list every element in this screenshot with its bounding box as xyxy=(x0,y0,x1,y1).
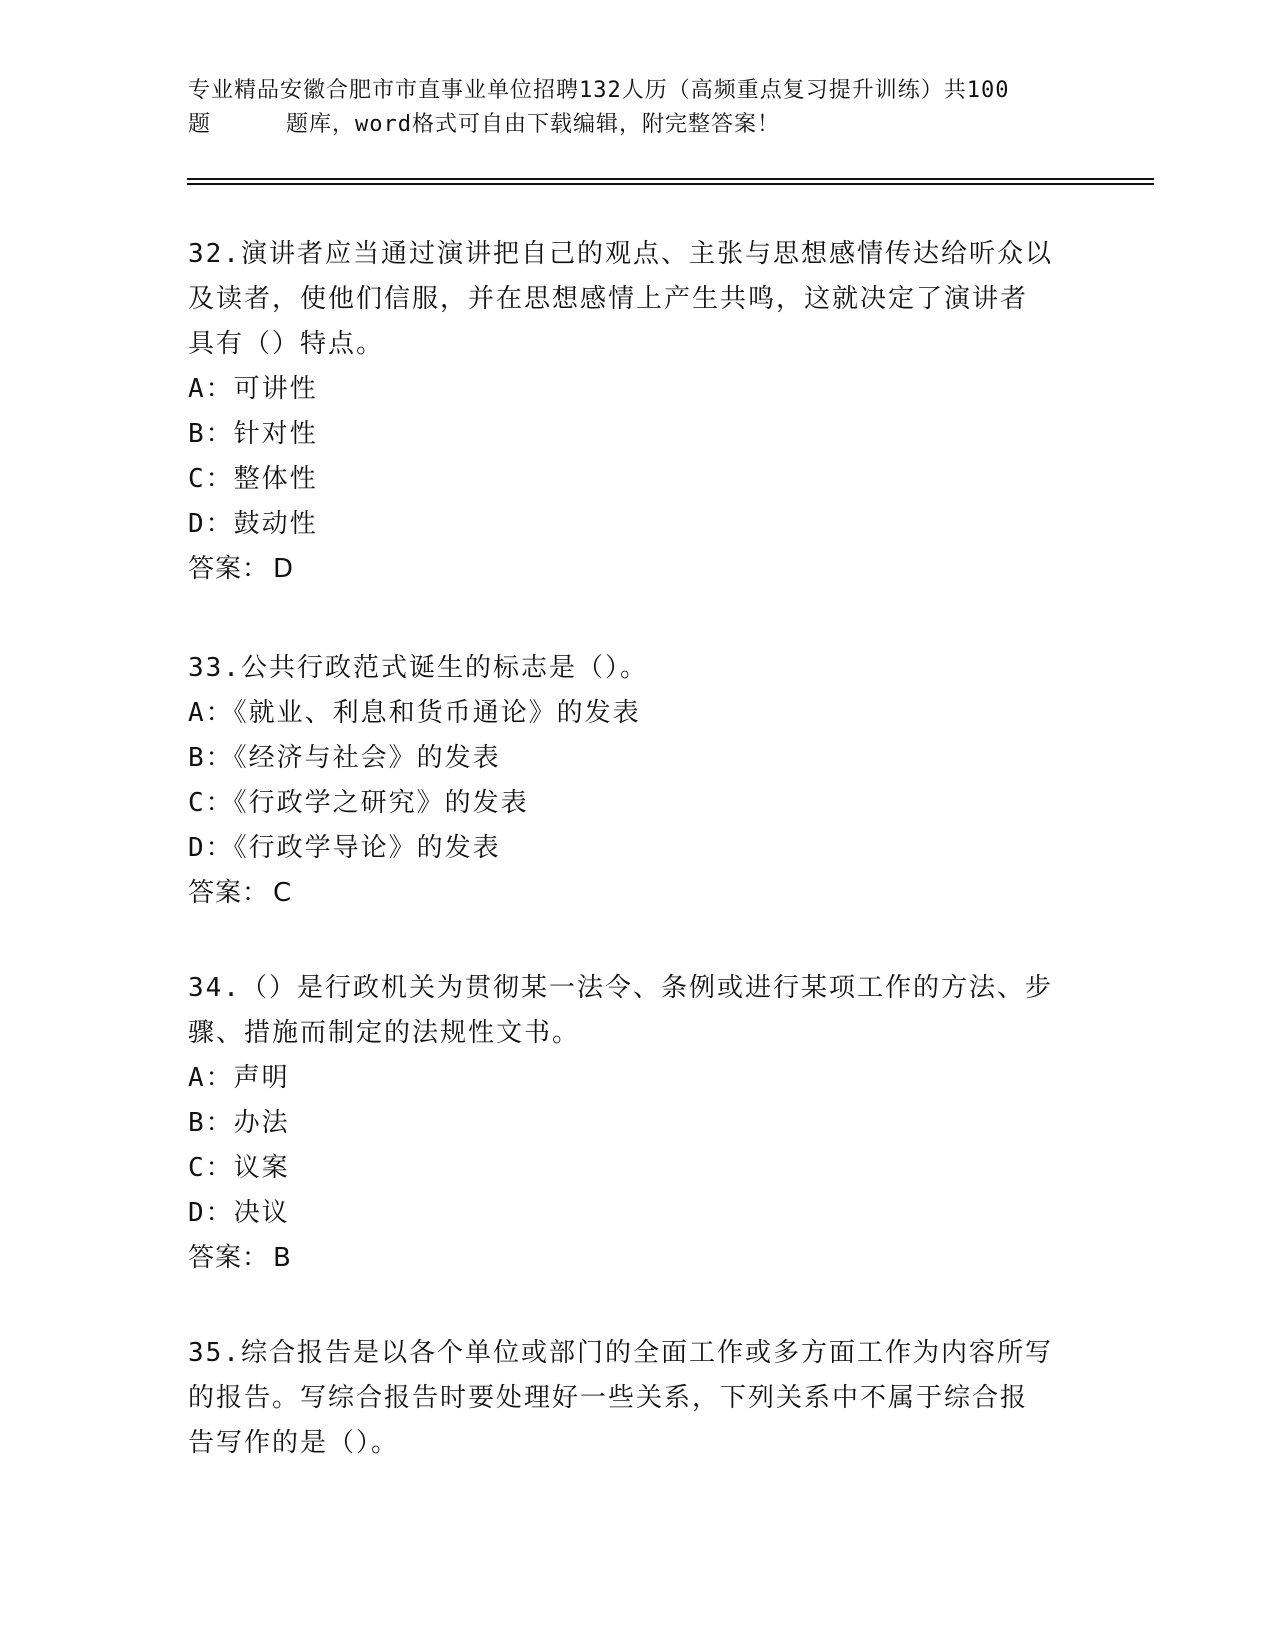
header-title-tail: 题 xyxy=(188,112,212,137)
option-c: C：整体性 xyxy=(188,464,318,494)
answer-line xyxy=(188,547,1088,592)
question-stem xyxy=(188,232,1088,367)
option-b: B：针对性 xyxy=(188,419,318,449)
header-divider-top xyxy=(187,178,1154,180)
stem-line: 34.（）是行政机关为贯彻某一法令、条例或进行某项工作的方法、步 xyxy=(188,973,1053,1003)
answer-value: D xyxy=(273,554,295,584)
option-a: A：可讲性 xyxy=(188,374,318,404)
stem-line: 的报告。写综合报告时要处理好一些关系，下列关系中不属于综合报 xyxy=(188,1383,1029,1413)
question-35 xyxy=(188,1331,1088,1466)
answer-line xyxy=(188,871,1088,916)
answer-label: 答案： xyxy=(188,554,270,584)
question-34 xyxy=(188,966,1088,1281)
document-header xyxy=(188,74,1088,142)
option-d: D：《行政学导论》的发表 xyxy=(188,833,501,863)
option-d: D：决议 xyxy=(188,1198,290,1228)
header-divider-bottom xyxy=(187,183,1154,185)
question-stem xyxy=(188,1331,1088,1466)
option-d: D：鼓动性 xyxy=(188,509,318,539)
answer-line xyxy=(188,1236,1088,1281)
question-32 xyxy=(188,232,1088,592)
answer-value: B xyxy=(273,1243,292,1273)
header-description: 题库，word格式可自由下载编辑，附完整答案！ xyxy=(286,112,780,137)
stem-line: 及读者，使他们信服，并在思想感情上产生共鸣，这就决定了演讲者 xyxy=(188,284,1029,314)
option-b: B：办法 xyxy=(188,1108,290,1138)
answer-label: 答案： xyxy=(188,1243,270,1273)
question-stem xyxy=(188,646,1088,691)
answer-value: C xyxy=(273,878,293,908)
stem-line: 32.演讲者应当通过演讲把自己的观点、主张与思想感情传达给听众以 xyxy=(188,239,1053,269)
stem-line: 33.公共行政范式诞生的标志是（）。 xyxy=(188,653,648,683)
option-b: B：《经济与社会》的发表 xyxy=(188,743,501,773)
header-subtitle-line xyxy=(188,108,1088,142)
stem-line: 具有（）特点。 xyxy=(188,329,385,359)
option-c: C：议案 xyxy=(188,1153,290,1183)
option-a: A：《就业、利息和货币通论》的发表 xyxy=(188,698,641,728)
header-title-line: 专业精品安徽合肥市市直事业单位招聘132人历（高频重点复习提升训练）共100 xyxy=(188,78,1010,103)
option-c: C：《行政学之研究》的发表 xyxy=(188,788,529,818)
answer-label: 答案： xyxy=(188,878,270,908)
stem-line: 骤、措施而制定的法规性文书。 xyxy=(188,1018,581,1048)
question-stem xyxy=(188,966,1088,1056)
stem-line: 告写作的是（）。 xyxy=(188,1428,400,1458)
question-33 xyxy=(188,646,1088,916)
option-a: A：声明 xyxy=(188,1063,290,1093)
stem-line: 35.综合报告是以各个单位或部门的全面工作或多方面工作为内容所写 xyxy=(188,1338,1053,1368)
